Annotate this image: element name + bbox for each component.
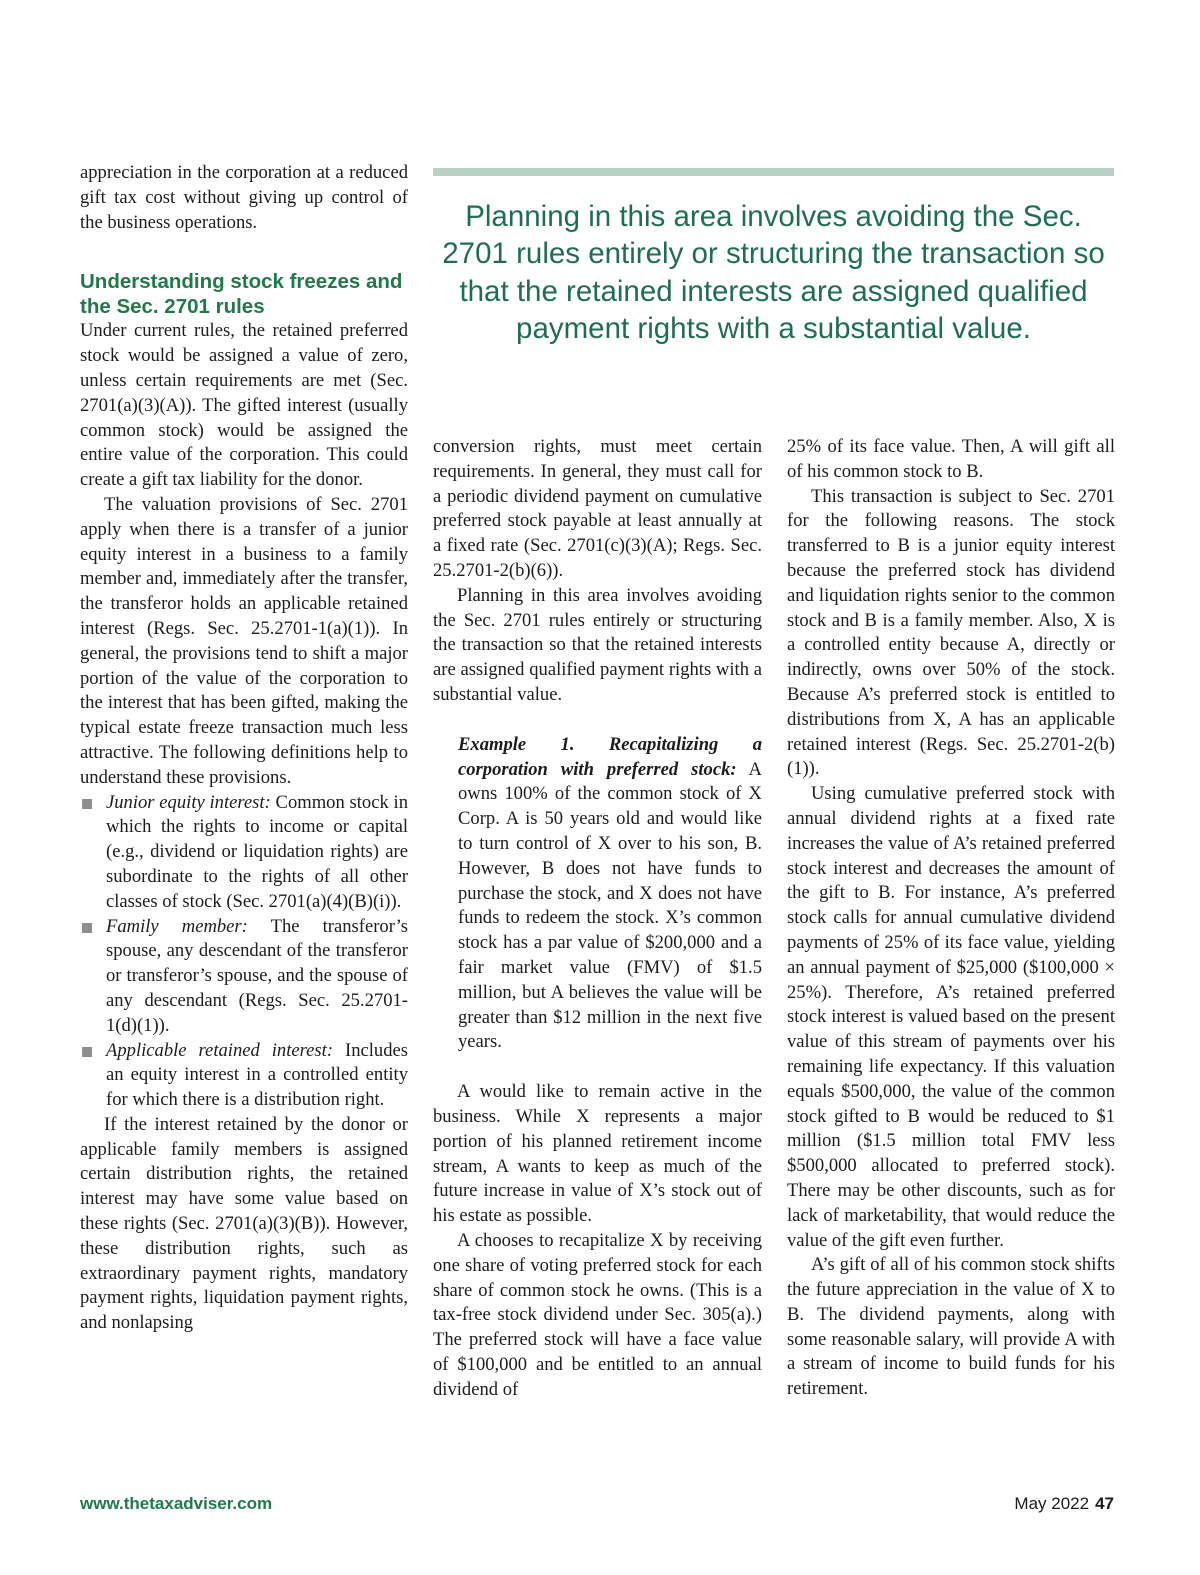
footer-date: May 2022 (1014, 1494, 1090, 1513)
example-title: Example 1. Recapitalizing a corporation with preferred stock: (458, 733, 762, 780)
paragraph: A would like to remain active in the business. While X represents a major portion of his planned retirement income stream, A wants to keep as much of the future increase in value of X’s stock out of his estate as possible. (433, 1081, 762, 1227)
bullet-square-icon (82, 923, 92, 933)
paragraph: conversion rights, must meet certain requirements. In general, they must call for a periodic dividend payment on cumulative preferred stock payable at least annually at a fixed rate (Sec. 2701(c)(3)(A); Regs. Sec. 25.2701-2(b)(6)). (433, 436, 762, 581)
bullet-term: Junior equity interest: (106, 791, 271, 813)
section-heading: Understanding stock freezes and the Sec. 2701 rules (80, 270, 403, 319)
paragraph: The valuation provisions of Sec. 2701 apply when there is a transfer of a junior equity interest in a business to a family member and, immediately after the transfer, the transferor holds an applicable retained interest (Regs. Sec. 25.2701-1(a)(1)). In general, the provisions tend to shift a major portion of the value of the corporation to the interest that has been gifted, making the typical estate freeze transaction much less attractive. The following definitions help to understand these provisions. (80, 493, 408, 788)
bullet-text: The transferor’s spouse, any descendant of the transferor or transferor’s spouse, and the spouse of any descendant (Regs. Sec. 25.2701-1(d)(1)). (106, 915, 408, 1036)
paragraph: Under current rules, the retained preferred stock would be assigned a value of zero, unless certain requirements are met (Sec. 2701(a)(3)(A)). The gifted interest (usually common stock) would be assigned the entire value of the corporation. This could create a gift tax liability for the donor. (80, 320, 408, 491)
pull-quote-rule (433, 168, 1114, 176)
paragraph: A chooses to recapitalize X by receiving one share of voting preferred stock for each share of common stock he owns. (This is a tax-free stock dividend under Sec. 305(a).) The preferred stock will have a face value of $100,000 and be entitled to an annual dividend of (433, 1229, 762, 1400)
bullet-item (80, 791, 408, 915)
column-3 (787, 435, 1115, 1402)
bullet-text: Common stock in which the rights to income or capital (e.g., dividend or liquidation rights) are subordinate to the rights of all other classes of stock (Sec. 2701(a)(4)(B)(i)). (106, 791, 408, 912)
bullet-square-icon (82, 1047, 92, 1057)
paragraph: 25% of its face value. Then, A will gift all of his common stock to B. (787, 436, 1115, 482)
example-box (433, 733, 762, 1055)
page-number: 47 (1095, 1494, 1114, 1513)
bullet-term: Family member: (106, 915, 248, 937)
bullet-item (80, 915, 408, 1039)
paragraph: Using cumulative preferred stock with annual dividend rights at a fixed rate increases the value of A’s retained preferred stock interest and decreases the amount of the gift to B. For instance, A’s preferred stock calls for annual cumulative dividend payments of 25% of its face value, yielding an annual payment of $25,000 ($100,000 × 25%). Therefore, A’s retained preferred stock interest is valued based on the present value of this stream of payments over his remaining life expectancy. If this valuation equals $500,000, the value of the common stock gifted to B would be reduced to $1 million ($1.5 million total FMV less $500,000 allocated to preferred stock). There may be other discounts, such as for lack of marketability, that would reduce the value of the gift even further. (787, 783, 1115, 1251)
footer-date-page (1014, 1494, 1114, 1514)
paragraph: This transaction is subject to Sec. 2701 for the following reasons. The stock transferred to B is a junior equity interest because the preferred stock has dividend and liquidation rights senior to the common stock and B is a family member. Also, X is a controlled entity because A, directly or indirectly, owns over 50% of the stock. Because A’s preferred stock is entitled to distributions from X, A has an applicable retained interest (Regs. Sec. 25.2701-2(b)(1)). (787, 485, 1115, 780)
footer-website: www.thetaxadviser.com (80, 1494, 273, 1513)
column-2 (433, 435, 762, 1402)
bullet-square-icon (82, 799, 92, 809)
paragraph: Planning in this area involves avoiding the Sec. 2701 rules entirely or structuring the transaction so that the retained interests are assigned qualified payment rights with a substantial value. (433, 584, 762, 705)
column-1 (80, 161, 408, 1336)
paragraph: appreciation in the corporation at a reduced gift tax cost without giving up control of the business operations. (80, 162, 408, 233)
bullet-term: Applicable retained interest: (106, 1039, 334, 1061)
paragraph: A’s gift of all of his common stock shifts the future appreciation in the value of X to B. The dividend payments, along with some reasonable salary, will provide A with a stream of income to build funds for his retirement. (787, 1254, 1115, 1400)
pull-quote: Planning in this area involves avoiding the Sec. 2701 rules entirely or structuring the transaction so that the retained interests are assigned qualified payment rights with a substantial value. (442, 200, 1105, 345)
paragraph: If the interest retained by the donor or applicable family members is assigned certain distribution rights, the retained interest may have some value based on these rights (Sec. 2701(a)(3)(B)). However, these distribution rights, such as extraordinary payment rights, mandatory payment rights, liquidation payment rights, and nonlapsing (80, 1113, 408, 1334)
bullet-item (80, 1039, 408, 1113)
example-text: A owns 100% of the common stock of X Corp. A is 50 years old and would like to turn control of X over to his son, B. However, B does not have funds to purchase the stock, and X does not have funds to redeem the stock. X’s common stock has a par value of $200,000 and a fair market value (FMV) of $1.5 million, but A believes the value will be greater than $12 million in the next five years. (458, 758, 762, 1053)
bullet-text: Includes an equity interest in a controlled entity for which there is a distribution right. (106, 1039, 408, 1111)
